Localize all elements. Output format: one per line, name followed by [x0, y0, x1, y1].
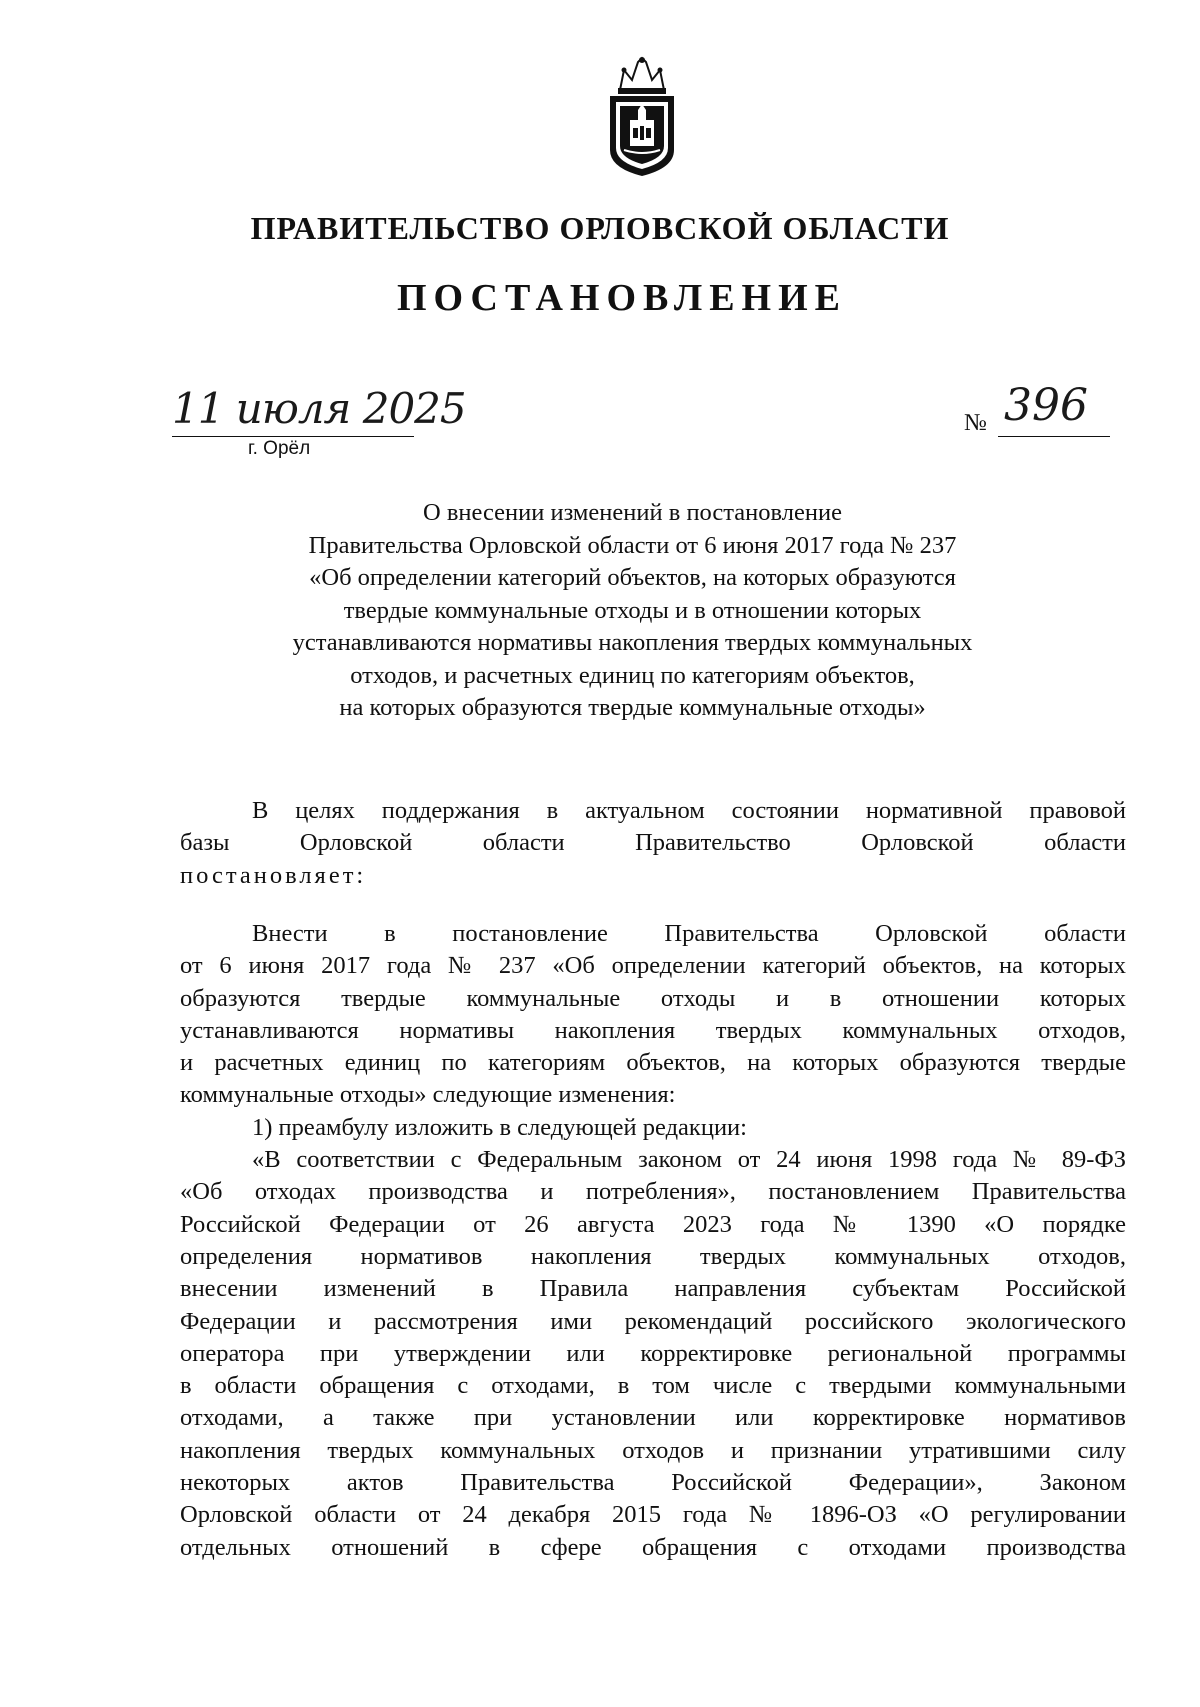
preamble-line: базы Орловской области Правительство Орловской области	[180, 829, 1126, 857]
preamble-paragraph	[180, 795, 1126, 892]
organization-title: ПРАВИТЕЛЬСТВО ОРЛОВСКОЙ ОБЛАСТИ	[250, 210, 950, 246]
decree-section	[180, 918, 1126, 1564]
preamble-line: В целях поддержания в актуальном состоянии нормативной правовой	[252, 797, 1126, 824]
decree-line: коммунальные отходы» следующие изменения:	[180, 1081, 676, 1109]
decree-line: Внести в постановление Правительства Орловской области	[252, 920, 1126, 947]
date-underline	[172, 436, 414, 437]
subject-line: «Об определении категорий объектов, на которых образуются	[309, 564, 956, 591]
quote-line: Орловской области от 24 декабря 2015 года № 1896-ОЗ «О регулировании	[180, 1501, 1126, 1529]
preamble-line: постановляет:	[180, 861, 367, 889]
subject-line: О внесении изменений в постановление	[423, 499, 842, 526]
quote-line: отдельных отношений в сфере обращения с отходами производства	[180, 1533, 1126, 1561]
item-1-text: 1) преамбулу изложить в следующей редакции:	[252, 1113, 747, 1141]
quote-line: накопления твердых коммунальных отходов и признании утратившими силу	[180, 1436, 1126, 1464]
city-label: г. Орёл	[248, 438, 311, 459]
quote-line: Российской Федерации от 26 августа 2023 года № 1390 «О порядке	[180, 1210, 1126, 1238]
decree-line: от 6 июня 2017 года № 237 «Об определении категорий объектов, на которых	[180, 952, 1126, 980]
document-type-title: ПОСТАНОВЛЕНИЕ	[396, 277, 848, 319]
quote-line: внесении изменений в Правила направления субъектам Российской	[180, 1275, 1126, 1303]
quote-line: «В соответствии с Федеральным законом от 24 июня 1998 года № 89-ФЗ	[252, 1146, 1126, 1174]
subject-line: отходов, и расчетных единиц по категориям объектов,	[350, 661, 915, 689]
quote-line: определения нормативов накопления твердых коммунальных отходов,	[180, 1242, 1126, 1270]
number-underline	[998, 436, 1110, 437]
decree-line: устанавливаются нормативы накопления твердых коммунальных отходов,	[180, 1016, 1126, 1044]
decree-line: образуются твердые коммунальные отходы и в отношении которых	[180, 984, 1126, 1012]
subject-line: Правительства Орловской области от 6 июня 2017 года № 237	[308, 531, 957, 559]
handwritten-number: 396	[1004, 380, 1088, 431]
handwritten-date: 11 июля 2025	[172, 384, 466, 433]
document-subject	[200, 497, 1065, 725]
quote-line: отходами, а также при установлении или корректировке нормативов	[180, 1404, 1126, 1432]
quote-line: оператора при утверждении или корректировке региональной программы	[180, 1339, 1126, 1367]
subject-line: устанавливаются нормативы накопления твердых коммунальных	[292, 629, 973, 656]
number-label: №	[964, 410, 987, 436]
subject-line: твердые коммунальные отходы и в отношении которых	[343, 596, 922, 624]
quote-line: некоторых актов Правительства Российской Федерации», Законом	[180, 1469, 1126, 1497]
quote-line: «Об отходах производства и потребления», постановлением Правительства	[180, 1178, 1126, 1206]
quote-line: в области обращения с отходами, в том числе с твердыми коммунальными	[180, 1372, 1126, 1400]
subject-line: на которых образуются твердые коммунальные отходы»	[339, 694, 926, 721]
decree-line: и расчетных единиц по категориям объектов, на которых образуются твердые	[180, 1049, 1126, 1077]
coat-of-arms-emblem	[602, 56, 682, 178]
quote-line: Федерации и рассмотрения ими рекомендаций российского экологического	[180, 1307, 1126, 1335]
